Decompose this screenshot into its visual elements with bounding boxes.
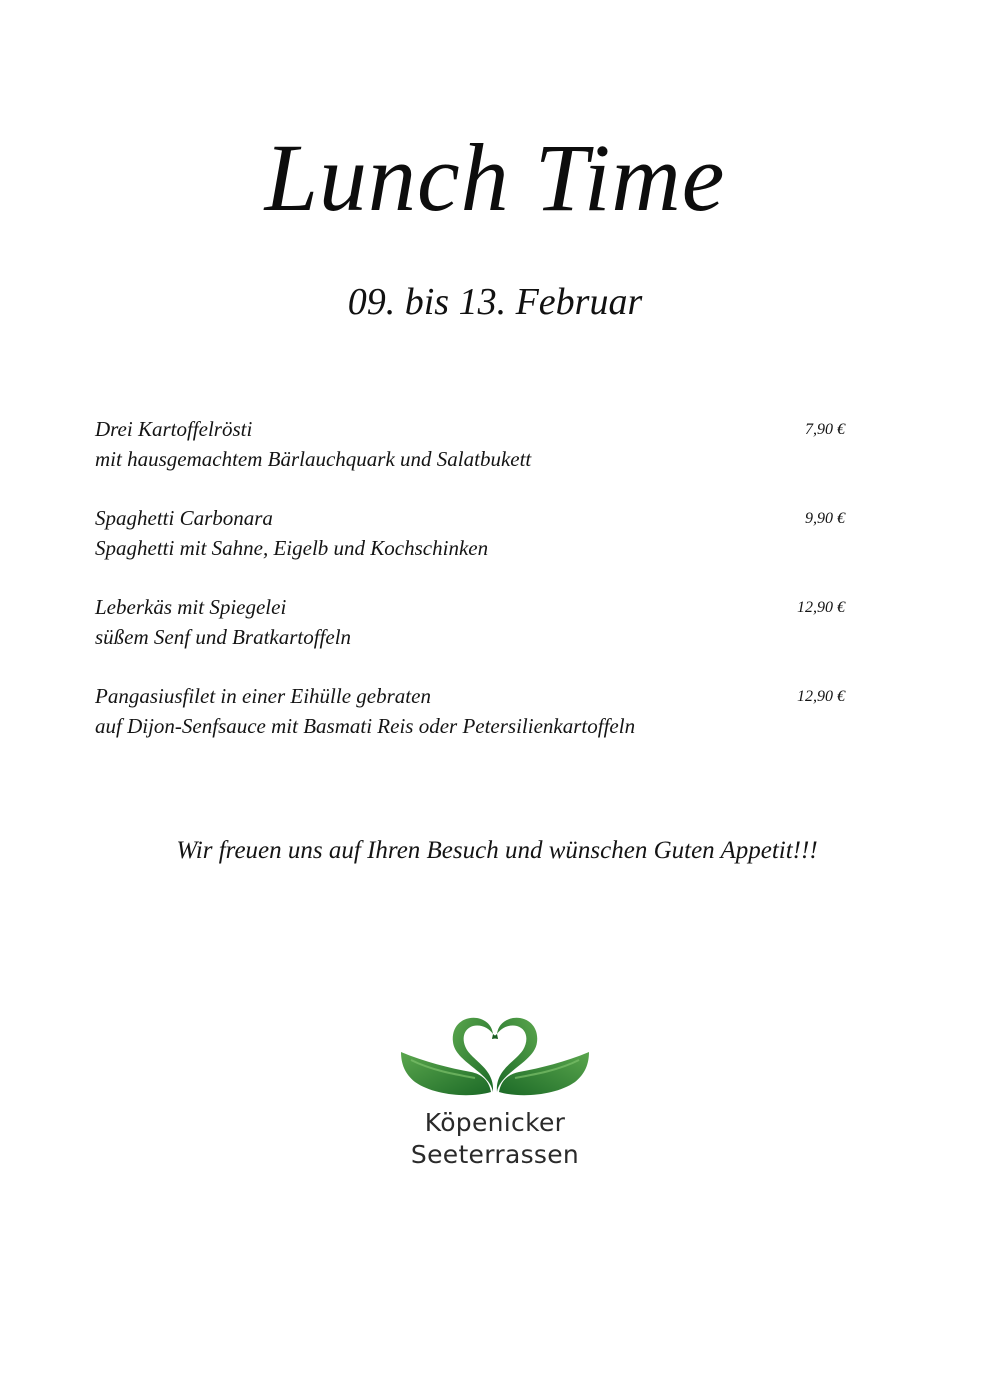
- dish-price: 9,90 €: [805, 510, 845, 527]
- dish-description: Spaghetti mit Sahne, Eigelb und Kochschinken: [95, 536, 489, 560]
- menu-item: [95, 414, 845, 503]
- page-title: Lunch Time: [264, 124, 726, 231]
- two-swans-heart-icon: [395, 1012, 595, 1100]
- menu-list: [95, 414, 845, 770]
- dish-description: süßem Senf und Bratkartoffeln: [95, 625, 352, 649]
- dish-price: 7,90 €: [805, 421, 845, 438]
- dish-name: Leberkäs mit Spiegelei: [95, 595, 287, 619]
- menu-item: [95, 681, 845, 770]
- logo-text-line2: Seeterrassen: [410, 1140, 580, 1169]
- date-range: 09. bis 13. Februar: [347, 281, 643, 323]
- dish-name: Drei Kartoffelrösti: [95, 417, 253, 441]
- dish-description: auf Dijon-Senfsauce mit Basmati Reis oder Petersilienkartoffeln: [95, 714, 636, 738]
- dish-name: Spaghetti Carbonara: [95, 506, 273, 530]
- dish-price: 12,90 €: [797, 599, 845, 616]
- restaurant-logo: [395, 1012, 595, 1182]
- logo-text-line1: Köpenicker: [424, 1108, 566, 1137]
- menu-item: [95, 592, 845, 681]
- closing-message: Wir freuen uns auf Ihren Besuch und wünschen Guten Appetit!!!: [176, 837, 818, 864]
- dish-price: 12,90 €: [797, 688, 845, 705]
- dish-description: mit hausgemachtem Bärlauchquark und Salatbukett: [95, 447, 532, 471]
- menu-item: [95, 503, 845, 592]
- dish-name: Pangasiusfilet in einer Eihülle gebraten: [95, 684, 431, 708]
